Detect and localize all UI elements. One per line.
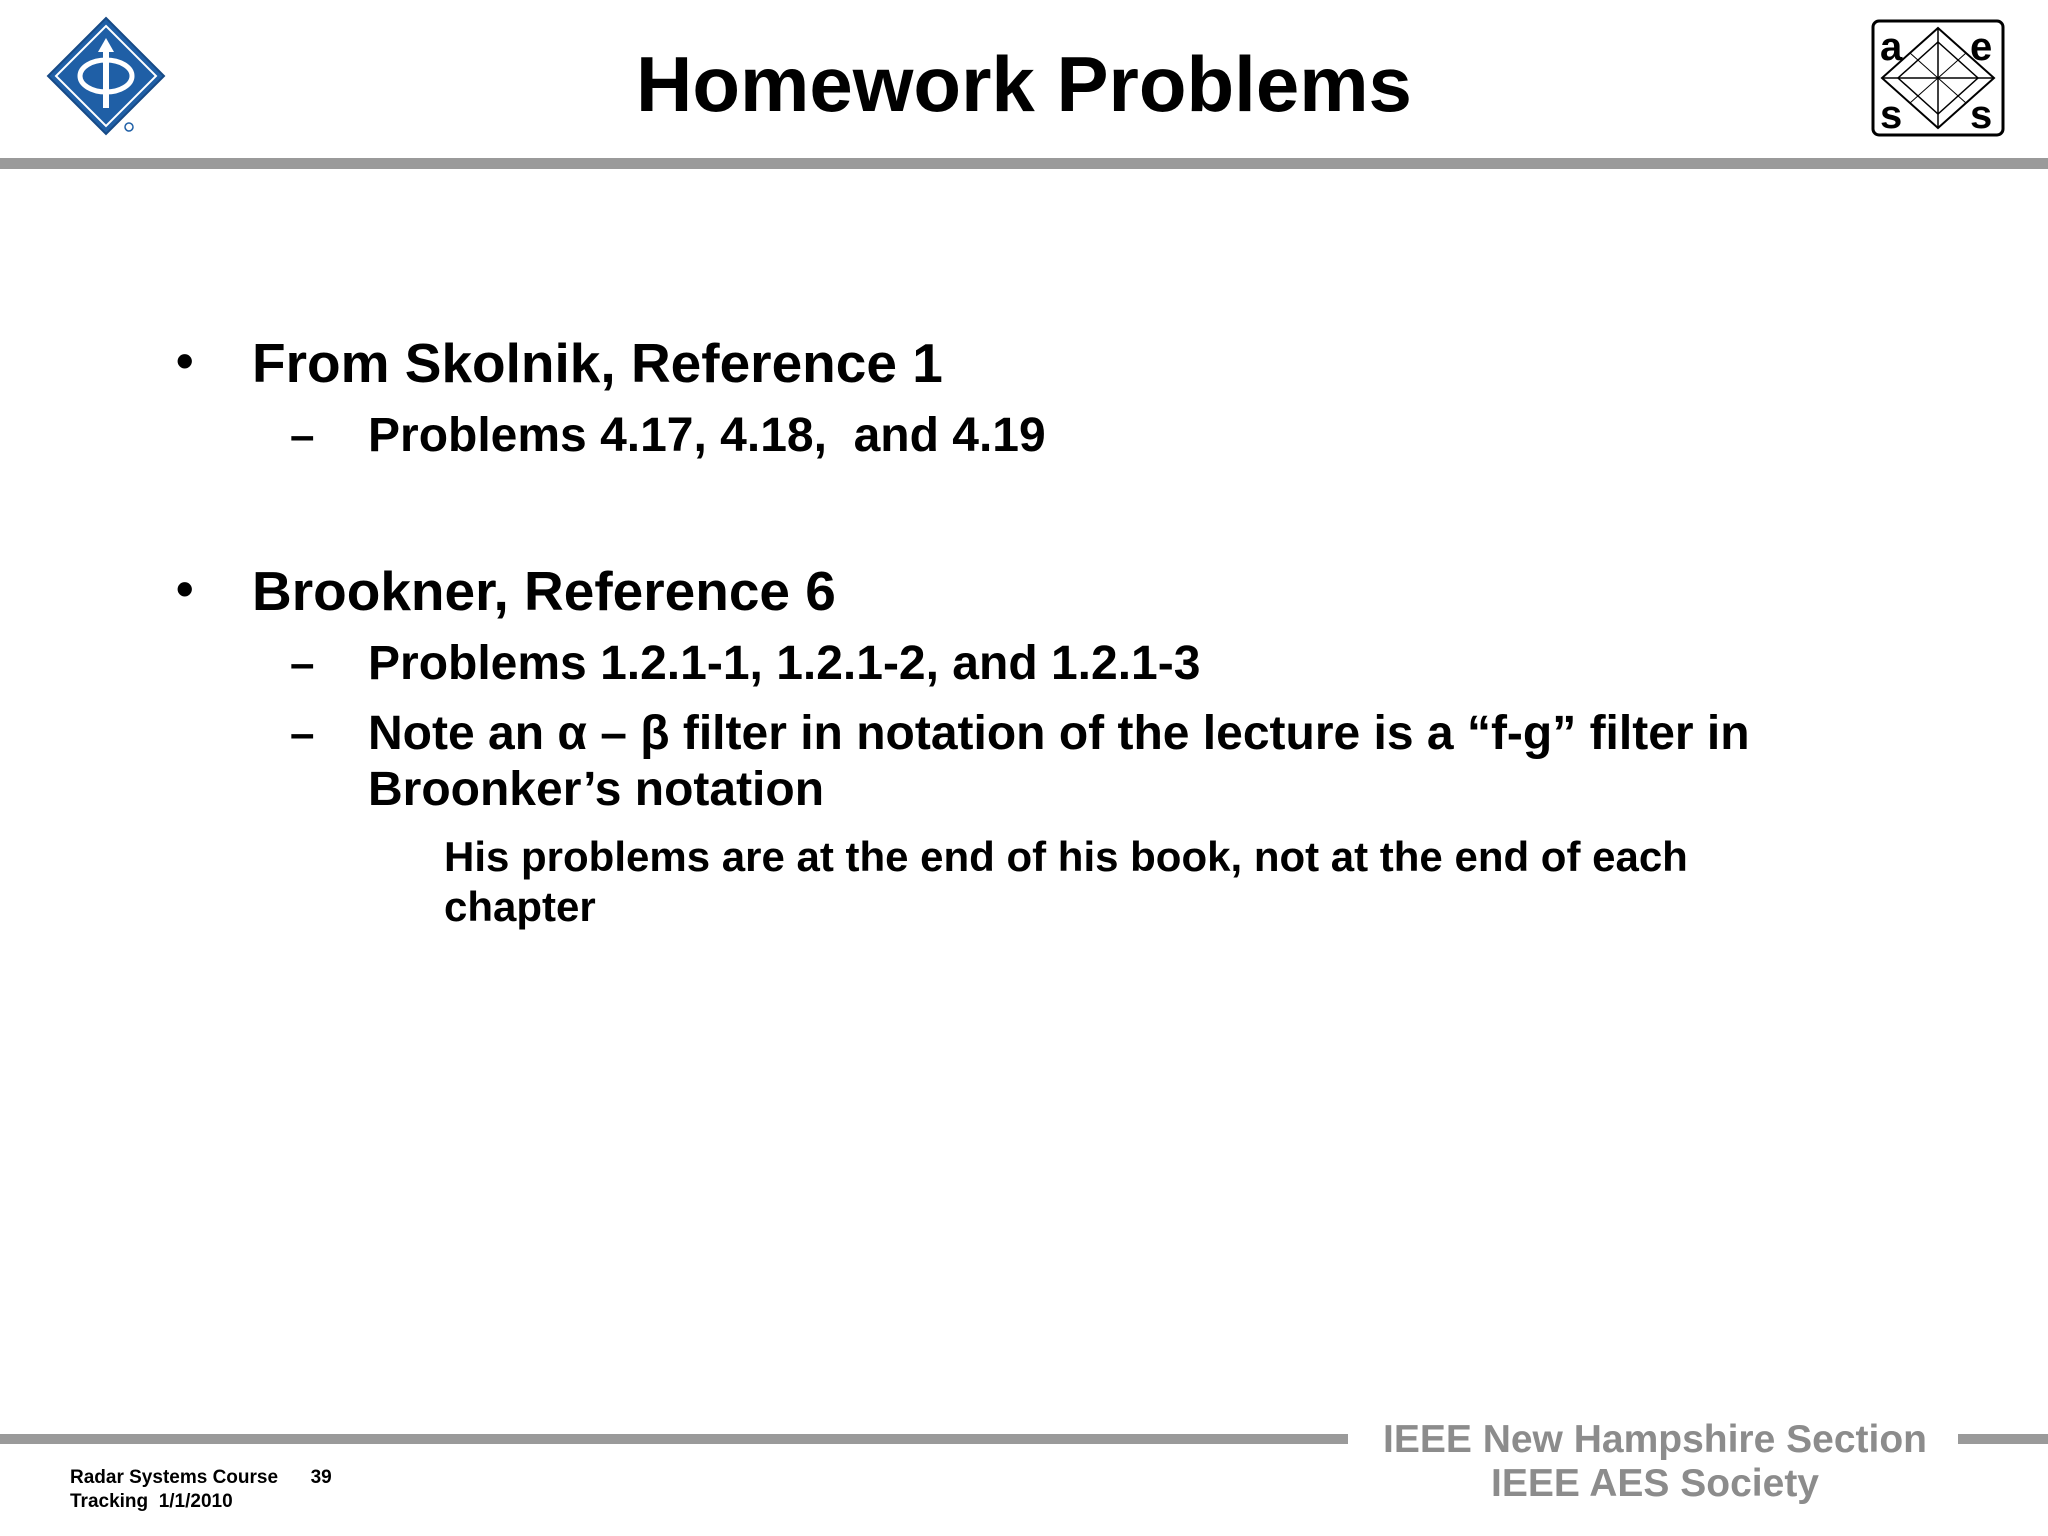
page-number: 39 bbox=[310, 1467, 332, 1488]
sub-item: Problems 4.17, 4.18, and 4.19 bbox=[368, 409, 1046, 462]
dash-marker: – bbox=[290, 411, 315, 460]
footer-topic-date: Tracking 1/1/2010 bbox=[70, 1491, 233, 1512]
bullet-marker: • bbox=[176, 561, 194, 617]
footer-divider-right bbox=[1958, 1434, 2048, 1444]
footer-course-info bbox=[70, 1466, 332, 1514]
sub-item: Problems 1.2.1-1, 1.2.1-2, and 1.2.1-3 bbox=[368, 637, 1201, 690]
bullet-marker: • bbox=[176, 333, 194, 389]
aes-logo-letter-e: e bbox=[1970, 25, 1993, 69]
title-divider bbox=[0, 158, 2048, 169]
aes-logo-letter-a: a bbox=[1880, 25, 1903, 69]
slide-title: Homework Problems bbox=[636, 40, 1412, 128]
footer-organization bbox=[1360, 1418, 1950, 1506]
aes-logo-letter-s-left: s bbox=[1880, 93, 1903, 137]
note-line: His problems are at the end of his book, not at the end of each bbox=[444, 833, 1688, 880]
dash-marker: – bbox=[290, 709, 315, 758]
bullet-item: Brookner, Reference 6 bbox=[252, 560, 836, 622]
footer-course: Radar Systems Course bbox=[70, 1467, 279, 1488]
footer-org-line1: IEEE New Hampshire Section bbox=[1382, 1418, 1927, 1461]
footer-course-line bbox=[70, 1466, 332, 1490]
bullet-item: From Skolnik, Reference 1 bbox=[252, 332, 943, 394]
footer-divider-left bbox=[0, 1434, 1348, 1444]
footer-org-line2: IEEE AES Society bbox=[1490, 1462, 1819, 1505]
dash-marker: – bbox=[290, 639, 315, 688]
aes-logo-letter-s-right: s bbox=[1970, 93, 1993, 137]
sub-item-line: Broonker’s notation bbox=[368, 763, 825, 816]
note-line: chapter bbox=[444, 883, 596, 930]
sub-item-line: Note an α – β filter in notation of the lecture is a “f-g” filter in bbox=[368, 707, 1750, 760]
